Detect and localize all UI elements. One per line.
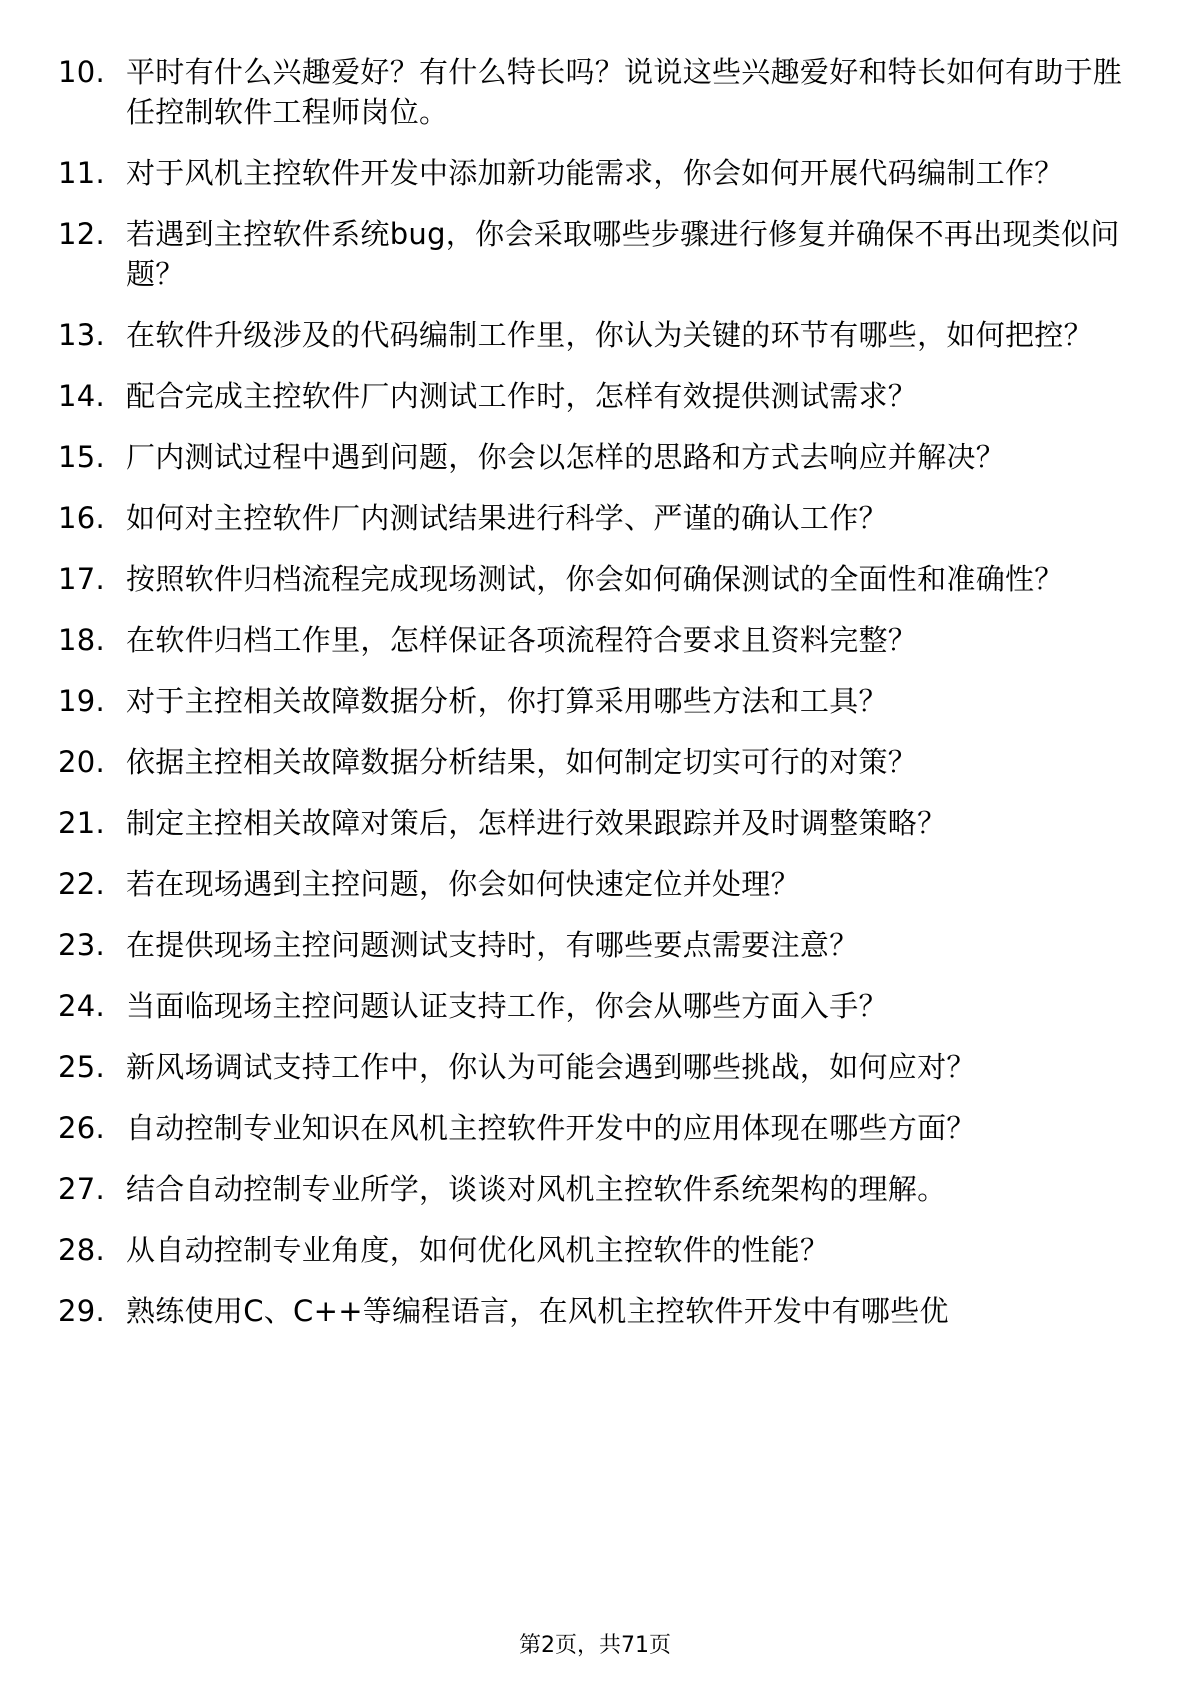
list-item bbox=[58, 1230, 1138, 1270]
list-item bbox=[58, 52, 1138, 132]
question-number: 25. bbox=[58, 1050, 106, 1084]
list-item bbox=[58, 620, 1138, 660]
list-item bbox=[58, 864, 1138, 904]
list-item bbox=[58, 315, 1138, 355]
question-text: 平时有什么兴趣爱好？有什么特长吗？说说这些兴趣爱好和特长如何有助于胜任控制软件工程师岗位。 bbox=[126, 55, 1123, 129]
list-item bbox=[58, 1047, 1138, 1087]
question-text: 熟练使用C、C++等编程语言，在风机主控软件开发中有哪些优 bbox=[126, 1294, 949, 1328]
question-number: 27. bbox=[58, 1172, 106, 1206]
question-number: 18. bbox=[58, 623, 106, 657]
question-text: 制定主控相关故障对策后，怎样进行效果跟踪并及时调整策略？ bbox=[126, 806, 947, 840]
question-number: 29. bbox=[58, 1294, 106, 1328]
question-number: 20. bbox=[58, 745, 106, 779]
list-item bbox=[58, 376, 1138, 416]
list-item bbox=[58, 498, 1138, 538]
list-item bbox=[58, 925, 1138, 965]
question-list bbox=[58, 52, 1138, 1352]
list-item bbox=[58, 559, 1138, 599]
question-text: 依据主控相关故障数据分析结果，如何制定切实可行的对策？ bbox=[126, 745, 918, 779]
question-number: 19. bbox=[58, 684, 106, 718]
question-number: 14. bbox=[58, 379, 106, 413]
question-number: 12. bbox=[58, 217, 106, 251]
question-text: 从自动控制专业角度，如何优化风机主控软件的性能？ bbox=[126, 1233, 830, 1267]
question-text: 自动控制专业知识在风机主控软件开发中的应用体现在哪些方面？ bbox=[126, 1111, 976, 1145]
list-item bbox=[58, 214, 1138, 294]
question-text: 结合自动控制专业所学，谈谈对风机主控软件系统架构的理解。 bbox=[126, 1172, 947, 1206]
question-number: 24. bbox=[58, 989, 106, 1023]
list-item bbox=[58, 1169, 1138, 1209]
page-footer: 第2页，共71页 bbox=[519, 1633, 671, 1658]
question-text: 当面临现场主控问题认证支持工作，你会从哪些方面入手？ bbox=[126, 989, 888, 1023]
question-text: 在软件升级涉及的代码编制工作里，你认为关键的环节有哪些，如何把控？ bbox=[126, 318, 1093, 352]
question-number: 10. bbox=[58, 55, 106, 89]
question-text: 若遇到主控软件系统bug，你会采取哪些步骤进行修复并确保不再出现类似问题？ bbox=[126, 217, 1120, 291]
question-number: 15. bbox=[58, 440, 106, 474]
question-text: 配合完成主控软件厂内测试工作时，怎样有效提供测试需求？ bbox=[126, 379, 918, 413]
question-text: 在提供现场主控问题测试支持时，有哪些要点需要注意？ bbox=[126, 928, 859, 962]
question-text: 按照软件归档流程完成现场测试，你会如何确保测试的全面性和准确性？ bbox=[126, 562, 1064, 596]
question-number: 13. bbox=[58, 318, 106, 352]
question-text: 厂内测试过程中遇到问题，你会以怎样的思路和方式去响应并解决？ bbox=[126, 440, 1006, 474]
list-item bbox=[58, 437, 1138, 477]
question-number: 17. bbox=[58, 562, 106, 596]
list-item bbox=[58, 986, 1138, 1026]
list-item bbox=[58, 1108, 1138, 1148]
question-number: 26. bbox=[58, 1111, 106, 1145]
list-item bbox=[58, 742, 1138, 782]
question-text: 对于主控相关故障数据分析，你打算采用哪些方法和工具？ bbox=[126, 684, 888, 718]
question-text: 若在现场遇到主控问题，你会如何快速定位并处理？ bbox=[126, 867, 800, 901]
list-item bbox=[58, 681, 1138, 721]
question-number: 11. bbox=[58, 156, 106, 190]
question-text: 在软件归档工作里，怎样保证各项流程符合要求且资料完整？ bbox=[126, 623, 918, 657]
question-text: 对于风机主控软件开发中添加新功能需求，你会如何开展代码编制工作？ bbox=[126, 156, 1064, 190]
question-number: 23. bbox=[58, 928, 106, 962]
question-number: 16. bbox=[58, 501, 106, 535]
question-number: 22. bbox=[58, 867, 106, 901]
list-item bbox=[58, 1291, 1138, 1331]
question-number: 21. bbox=[58, 806, 106, 840]
list-item bbox=[58, 153, 1138, 193]
question-number: 28. bbox=[58, 1233, 106, 1267]
list-item bbox=[58, 803, 1138, 843]
question-text: 如何对主控软件厂内测试结果进行科学、严谨的确认工作？ bbox=[126, 501, 888, 535]
question-text: 新风场调试支持工作中，你认为可能会遇到哪些挑战，如何应对？ bbox=[126, 1050, 976, 1084]
